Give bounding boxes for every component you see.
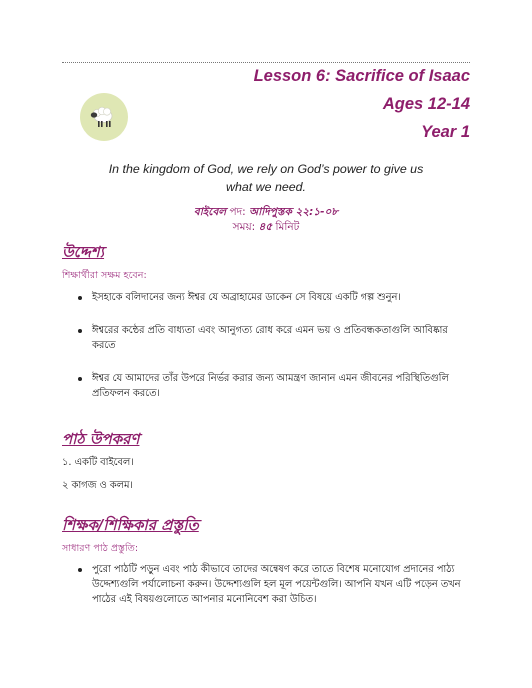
sheep-logo bbox=[80, 93, 128, 141]
objectives-list bbox=[78, 290, 470, 401]
preparation-list bbox=[78, 562, 470, 607]
materials-item: ১. একটি বাইবেল। bbox=[62, 457, 134, 468]
top-divider bbox=[62, 62, 470, 63]
lesson-title: Lesson 6: Sacrifice of Isaac bbox=[253, 67, 470, 85]
list-item: ঈশ্বরের কন্ঠের প্রতি বাধ্যতা এবং আনুগত্য রোধ করে এমন ভয় ও প্রতিবন্ধকতাগুলি আবিষ্কার করতে bbox=[78, 323, 470, 353]
sheep-icon bbox=[80, 93, 128, 141]
lesson-header bbox=[254, 66, 470, 142]
bible-reference bbox=[100, 205, 432, 235]
bible-label: বাইবেল bbox=[193, 206, 227, 218]
list-item: পুরো পাঠটি পড়ুন এবং পাঠ কীভাবে তাদের অন্বেষণ করে তাতে বিশেষ মনোযোগ প্রদানের পাঠ্য উদ্দেশ্যগুলি পর্যালোচনা করুন। উদ্দেশ্যগুলি হল মূল পয়েন্টগুলি। আপনি যখন এটি পড়েন তখন পাঠের এই বিষয়গুলোতে আপনার মনোনিবেশ করা উচিত। bbox=[78, 562, 470, 607]
objectives-heading: উদ্দেশ্য bbox=[62, 243, 105, 261]
list-item: ঈশ্বর যে আমাদের তাঁর উপরে নির্ভর করার জন্য আমন্ত্রণ জানান এমন জীবনের পরিস্থিতিগুলি প্রতিফলন করতে। bbox=[78, 371, 470, 401]
lesson-year: Year 1 bbox=[421, 123, 470, 141]
lesson-ages: Ages 12-14 bbox=[382, 95, 470, 113]
list-item: ইসহাকে বলিদানের জন্য ঈশ্বর যে অব্রাহামের ডাকেন সে বিষয়ে একটি গল্প শুনুন। bbox=[78, 290, 470, 305]
time-label: সময়: bbox=[232, 221, 256, 233]
bible-word: পদ: bbox=[229, 206, 246, 218]
preparation-heading: শিক্ষক/শিক্ষিকার প্রস্তুতি bbox=[62, 516, 199, 534]
bible-ref: আদিপুস্তক ২২:১-০৮ bbox=[249, 206, 339, 218]
materials-heading: পাঠ উপকরণ bbox=[62, 430, 140, 448]
objectives-intro: শিক্ষার্থীরা সক্ষম হবেন: bbox=[62, 270, 147, 281]
bible-ref-line bbox=[100, 205, 432, 220]
time-unit: মিনিট bbox=[275, 221, 300, 233]
time-line bbox=[100, 220, 432, 235]
materials-item: ২ কাগজ ও কলম। bbox=[62, 480, 133, 491]
intro-text: In the kingdom of God, we rely on God’s power to give us what we need. bbox=[108, 162, 424, 194]
preparation-intro: সাধারণ পাঠ প্রস্তুতি: bbox=[62, 543, 139, 554]
time-value: ৪৫ bbox=[258, 221, 273, 233]
